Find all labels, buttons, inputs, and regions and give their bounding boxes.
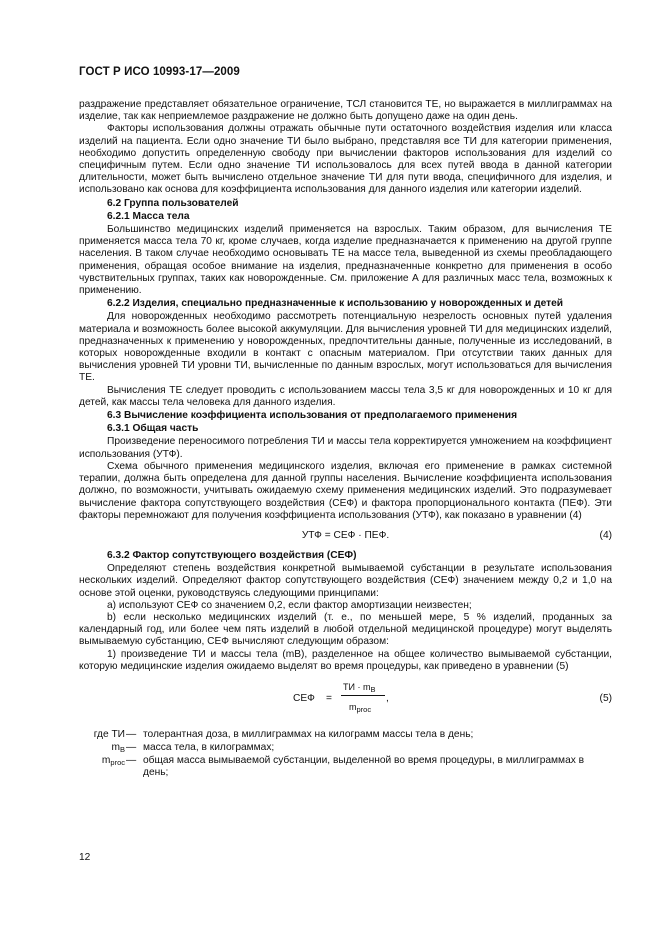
equation-5-number: (5) [599,692,612,704]
list-item-a: a) используют СЕФ со значением 0,2, если фактор амортизации неизвестен; [107,599,472,611]
definition-text: толерантная доза, в миллиграммах на килограмм массы тела в день; [143,728,474,740]
page-number: 12 [79,852,91,863]
definition-symbol: где ТИ [93,728,125,740]
paragraph: Факторы использования должны отражать обычные пути остаточного воздействия изделия или класса изделий на пациента. Если одно значение ТИ было выбрано, представляя все ТИ для категории применения, необходимо допустить определенную свободу при вычислении факторов использования для изделий со специфичным путем. Если одно значение ТИ использовалось для всех путей ввода в данной категории длительности, может быть вычислено отдельное значение ТИ для пути ввода, специфичного для изделия, и использовано как основа для коэффициента использования для данного изделия или категории изделий. [79,123,612,196]
equation-5-numerator: ТИ · $m_B$ [343,681,376,694]
equation-4 [79,528,612,544]
paragraph: Для новорожденных необходимо рассмотреть потенциальную незрелость основных путей удаления материала и возможность более высокой аккумуляции. Для вычисления уровней ТИ для медицинских изделий, предназначенных к применению у новорожденных, предпочтительны данные, полученные из исследований, в которых новорожденные входили в контакт с опасным материалом. При отсутствии таких данных для вычисления уровней ТИ уровни ТИ, вычисленные по данным взрослых, могут использоваться для вычисления ТЕ. [79,311,612,384]
paragraph: Определяют степень воздействия конкретной вымываемой субстанции в результате использования нескольких изделий. Определяют фактор сопутствующего воздействия (СЕФ) значением между 0,2 и 1,0 на основе этой оценки, руководствуясь следующими принципами: [79,563,612,599]
variable-definitions [79,729,612,793]
equation-5-equals: = [326,692,332,704]
definition-dash: — [126,741,137,753]
section-heading-6-2-2: 6.2.2 Изделия, специально предназначенные к использованию у новорожденных и детей [107,298,564,310]
definition-text: масса тела, в килограммах; [143,741,275,753]
paragraph: Вычисления ТЕ следует проводить с использованием массы тела 3,5 кг для новорожденных и 10 кг для детей, как массы тела человека для данного изделия. [79,384,612,408]
definition-text: общая масса вымываемой субстанции, выделенной во время процедуры, в миллиграммах в день; [143,754,585,779]
section-heading-6-3: 6.3 Вычисление коэффициента использования от предполагаемого применения [107,410,518,422]
paragraph: Большинство медицинских изделий применяется на взрослых. Таким образом, для вычисления ТЕ применяется масса тела 70 кг, кроме случаев, когда изделие предназначается к применению на другой группе населения. В таком случае необходимо основывать ТЕ на массе тела, выведенной из схемы преобладающего применения, обращая особое внимание на изделия, предназначенные конкретно для применения в особо чувствительных группах, таких как новорожденные. См. приложение А для различных масс тела, возможных к применению. [79,224,612,297]
equation-5-comma: , [386,692,389,704]
definition-dash: — [126,728,137,740]
list-item-b: b) если несколько медицинских изделий (т. е., по меньшей мере, 5 % изделий, проданных за календарный год, или более чем пять изделий в любой отдельной медицинской процедуре) могут выделять вымываемую субстанцию, СЕФ вычисляют следующим образом: [79,611,612,648]
equation-4-expression: УТФ = СЕФ · ПЕФ. [301,529,390,541]
fraction-bar [341,695,385,696]
equation-5-denominator: $m_{proc}$ [349,701,372,714]
definition-symbol: $m_{proc}$ [101,754,125,767]
section-heading-6-2-1: 6.2.1 Масса тела [107,210,190,222]
definition-symbol: $m_B$ [111,741,125,754]
section-heading-6-3-2: 6.3.2 Фактор сопутствующего воздействия (СЕФ) [107,549,357,561]
equation-5 [79,679,612,725]
section-heading-6-2: 6.2 Группа пользователей [107,197,239,209]
document-header: ГОСТ Р ИСО 10993-17—2009 [79,66,240,78]
document-body [79,99,612,793]
equation-4-number: (4) [599,529,612,541]
section-heading-6-3-1: 6.3.1 Общая часть [107,423,199,435]
paragraph: раздражение представляет обязательное ограничение, ТСЛ становится ТЕ, но выражается в миллиграммах на изделие, так как неприемлемое раздражение не должно быть допущено даже на один день. [79,99,612,123]
definition-dash: — [126,754,137,766]
equation-5-lhs: СЕФ [293,692,315,704]
list-item-1: 1) произведение ТИ и массы тела (mB), разделенное на общее количество вымываемой субстанции, которую медицинские изделия ожидаемо выделят во время процедуры, как приведено в уравнении (5) [79,648,612,672]
paragraph: Произведение переносимого потребления ТИ и массы тела корректируется умножением на коэффициент использования (УТФ). [79,436,612,460]
paragraph: Схема обычного применения медицинского изделия, включая его применение в рамках системной терапии, должна быть определена для данной группы населения. Вычисление коэффициента использования должно, по возможности, учитывать ожидаемую схему применения медицинских изделий. Это подразумевает вычисление фактора сопутствующего воздействия (СЕФ) и фактора пропорционального контакта (ПЕФ). Эти факторы перемножают для получения коэффициента использования (УТФ), как показано в уравнении (4) [79,460,612,521]
